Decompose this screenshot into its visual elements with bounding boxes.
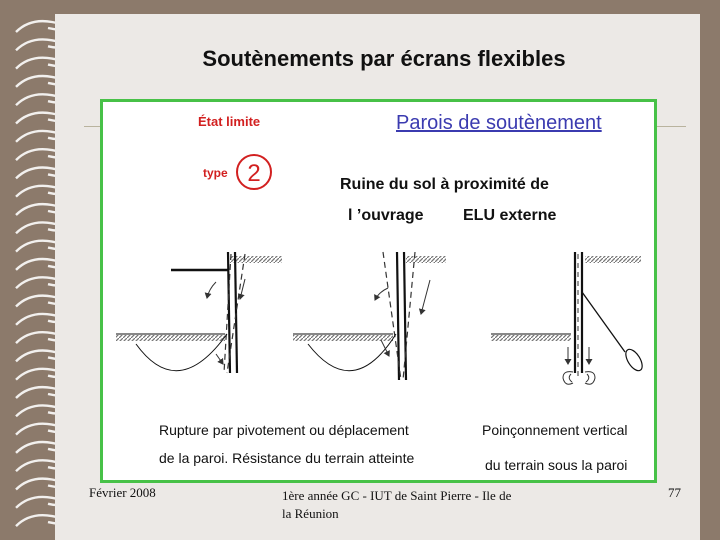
title-rule-right	[654, 126, 686, 127]
type-number: 2	[247, 160, 261, 187]
title-rule-left	[84, 126, 100, 127]
retaining-wall-figure	[103, 102, 654, 480]
type-label: type	[203, 166, 228, 180]
footer-course: 1ère année GC - IUT de Saint Pierre - Ile de la Réunion	[282, 488, 512, 521]
footer-date: Février 2008	[89, 485, 156, 500]
slide-title: Soutènements par écrans flexibles	[202, 46, 566, 71]
diagram-pivot-anchor	[116, 252, 282, 373]
figure-heading: Parois de soutènement	[396, 112, 602, 134]
ruine-line-2a: l ’ouvrage	[348, 207, 424, 224]
caption-left-line-1: Rupture par pivotement ou déplacement	[159, 422, 409, 438]
diagram-punching	[491, 252, 645, 384]
caption-right-line-2: du terrain sous la paroi	[485, 457, 628, 473]
page-number: 77	[668, 485, 681, 500]
ruine-line-1: Ruine du sol à proximité de	[340, 176, 549, 193]
caption-right-line-1: Poinçonnement vertical	[482, 422, 628, 438]
etat-limite-label: État limite	[198, 114, 261, 129]
diagram-pivot-cantilever	[293, 252, 446, 380]
ruine-line-2b: ELU externe	[463, 207, 557, 224]
figure-frame	[100, 99, 657, 483]
caption-left-line-2: de la paroi. Résistance du terrain atteinte	[159, 450, 415, 466]
